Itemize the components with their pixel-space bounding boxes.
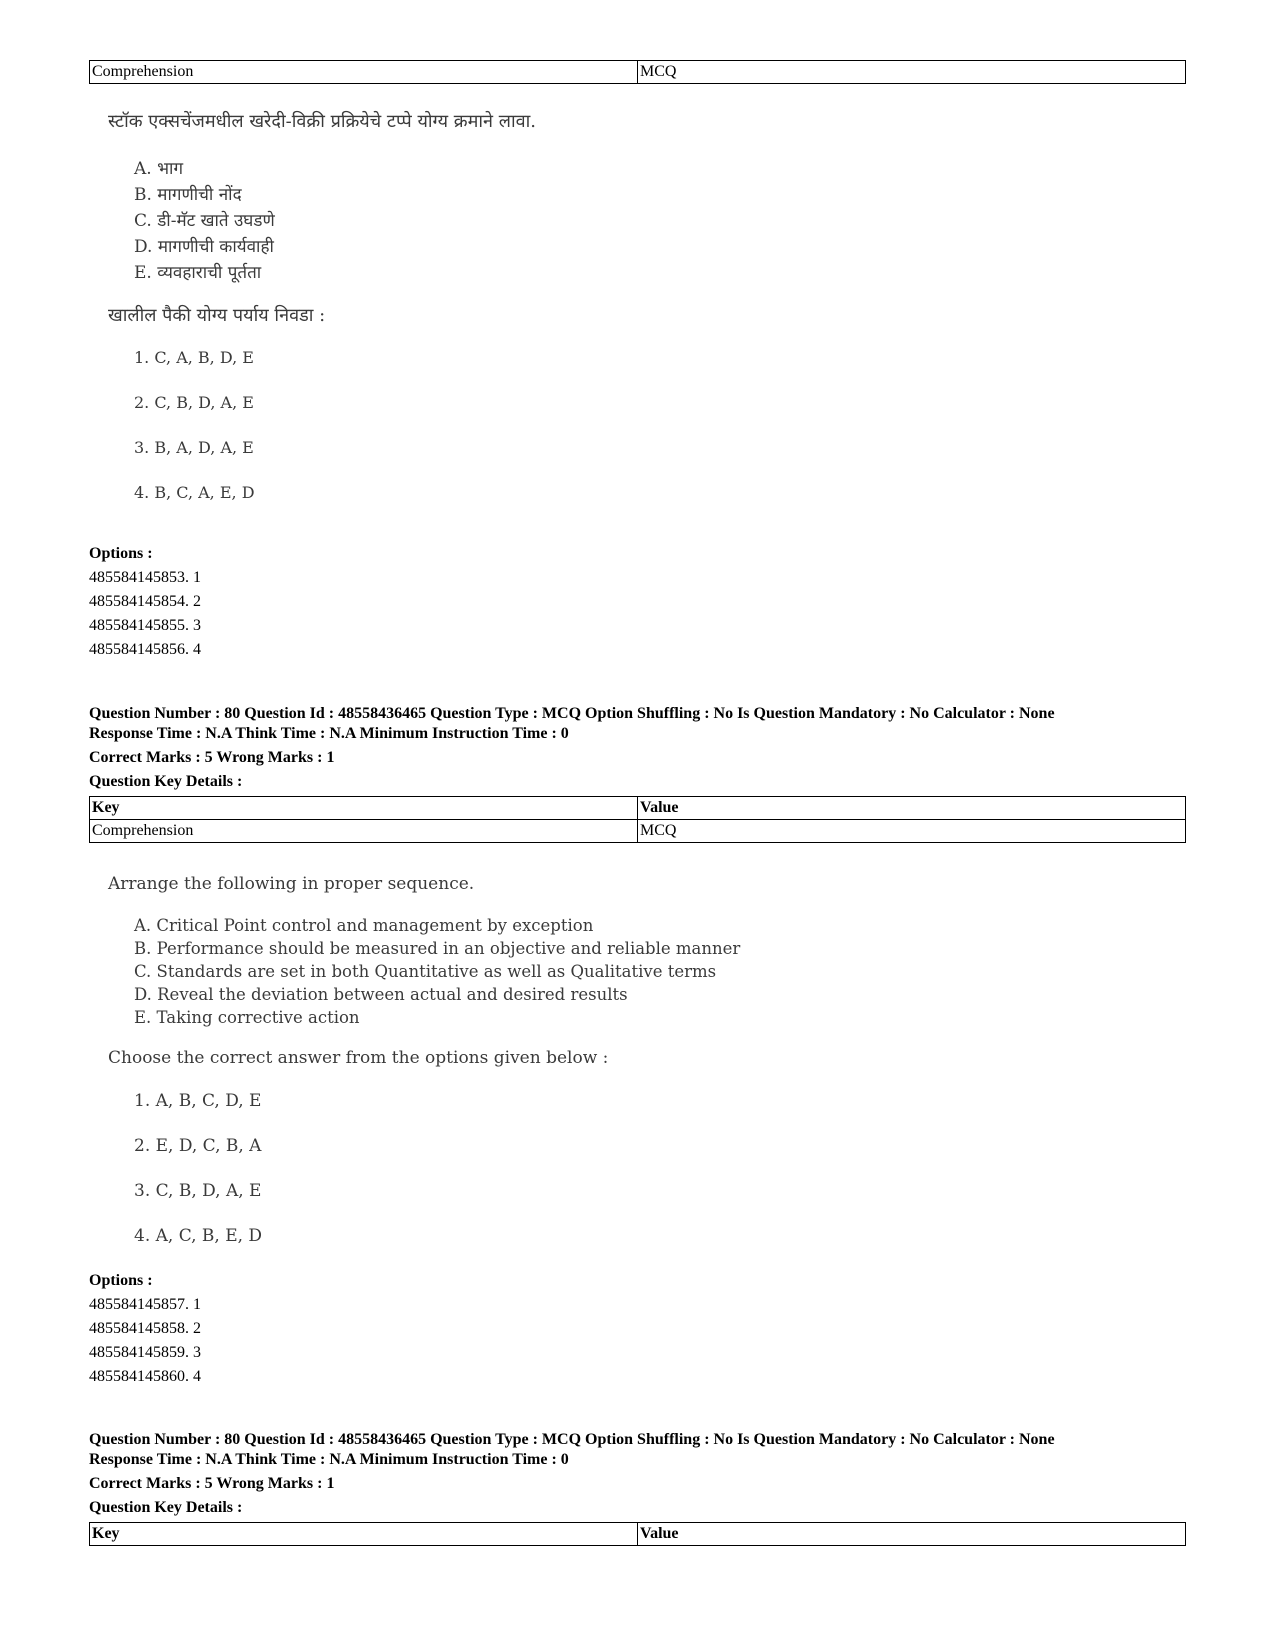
question-2-answer-3: 3. C, B, D, A, E xyxy=(134,1181,262,1201)
top-key-table xyxy=(89,60,1186,84)
table-header-key: Key xyxy=(90,1523,638,1546)
question-3-key-table xyxy=(89,1522,1186,1546)
question-1-options-label: Options : xyxy=(89,545,153,562)
question-2-meta-line-1: Question Number : 80 Question Id : 48558436465 Question Type : MCQ Option Shuffling : No Is Question Mandatory : No Calculator : None xyxy=(89,705,1055,722)
question-1-items xyxy=(134,156,536,286)
question-2-answer-1: 1. A, B, C, D, E xyxy=(134,1091,262,1111)
question-2-options-label: Options : xyxy=(89,1272,153,1289)
question-2-key-details-label: Question Key Details : xyxy=(89,773,243,790)
question-1-answer-3: 3. B, A, D, A, E xyxy=(134,438,254,457)
question-3-marks: Correct Marks : 5 Wrong Marks : 1 xyxy=(89,1475,335,1492)
option-item: 485584145854. 2 xyxy=(89,593,201,610)
question-1-answer-2: 2. C, B, D, A, E xyxy=(134,393,254,412)
list-item: D. Reveal the deviation between actual and desired results xyxy=(134,985,628,1004)
table-header-row xyxy=(90,1523,1186,1546)
list-item: C. Standards are set in both Quantitative as well as Qualitative terms xyxy=(134,962,717,981)
list-item: E. Taking corrective action xyxy=(134,1008,360,1027)
table-cell-value: MCQ xyxy=(638,820,1186,843)
question-1-answer-4: 4. B, C, A, E, D xyxy=(134,483,255,502)
table-row xyxy=(90,61,1186,84)
question-3-key-details-label: Question Key Details : xyxy=(89,1499,243,1516)
question-2-marks: Correct Marks : 5 Wrong Marks : 1 xyxy=(89,749,335,766)
question-1-choose: खालील पैकी योग्य पर्याय निवडा : xyxy=(108,305,326,326)
table-header-row xyxy=(90,797,1186,820)
question-1-stem: स्टॉक एक्सचेंजमधील खरेदी-विक्री प्रक्रियेचे टप्पे योग्य क्रमाने लावा. xyxy=(108,111,536,132)
question-2-content xyxy=(108,872,740,1246)
question-2-meta-line-2: Response Time : N.A Think Time : N.A Minimum Instruction Time : 0 xyxy=(89,725,569,742)
question-2-choose: Choose the correct answer from the options given below : xyxy=(108,1048,609,1068)
list-item: D. मागणीची कार्यवाही xyxy=(134,237,274,257)
table-row xyxy=(90,820,1186,843)
table-header-key: Key xyxy=(90,797,638,820)
list-item: B. Performance should be measured in an objective and reliable manner xyxy=(134,939,741,958)
question-3-meta-line-2: Response Time : N.A Think Time : N.A Minimum Instruction Time : 0 xyxy=(89,1451,569,1468)
question-2-answer-2: 2. E, D, C, B, A xyxy=(134,1136,262,1156)
question-2-answer-4: 4. A, C, B, E, D xyxy=(134,1226,263,1246)
question-2-items xyxy=(134,914,740,1029)
table-cell-value: MCQ xyxy=(638,61,1186,84)
question-2-stem: Arrange the following in proper sequence. xyxy=(108,874,475,894)
list-item: B. मागणीची नोंद xyxy=(134,185,242,205)
table-cell-key: Comprehension xyxy=(90,61,638,84)
list-item: A. भाग xyxy=(134,159,184,179)
question-1-answer-1: 1. C, A, B, D, E xyxy=(134,348,254,367)
option-item: 485584145858. 2 xyxy=(89,1320,201,1337)
option-item: 485584145853. 1 xyxy=(89,569,201,586)
option-item: 485584145860. 4 xyxy=(89,1368,201,1385)
option-item: 485584145857. 1 xyxy=(89,1296,201,1313)
question-1-content xyxy=(108,110,536,503)
question-3-meta-line-1: Question Number : 80 Question Id : 48558436465 Question Type : MCQ Option Shuffling : No Is Question Mandatory : No Calculator : None xyxy=(89,1431,1055,1448)
option-item: 485584145855. 3 xyxy=(89,617,201,634)
list-item: C. डी-मॅट खाते उघडणे xyxy=(134,211,275,231)
list-item: A. Critical Point control and management by exception xyxy=(134,916,594,935)
question-2-key-table xyxy=(89,796,1186,843)
table-cell-key: Comprehension xyxy=(90,820,638,843)
option-item: 485584145859. 3 xyxy=(89,1344,201,1361)
option-item: 485584145856. 4 xyxy=(89,641,201,658)
table-header-value: Value xyxy=(638,797,1186,820)
list-item: E. व्यवहाराची पूर्तता xyxy=(134,263,262,283)
table-header-value: Value xyxy=(638,1523,1186,1546)
